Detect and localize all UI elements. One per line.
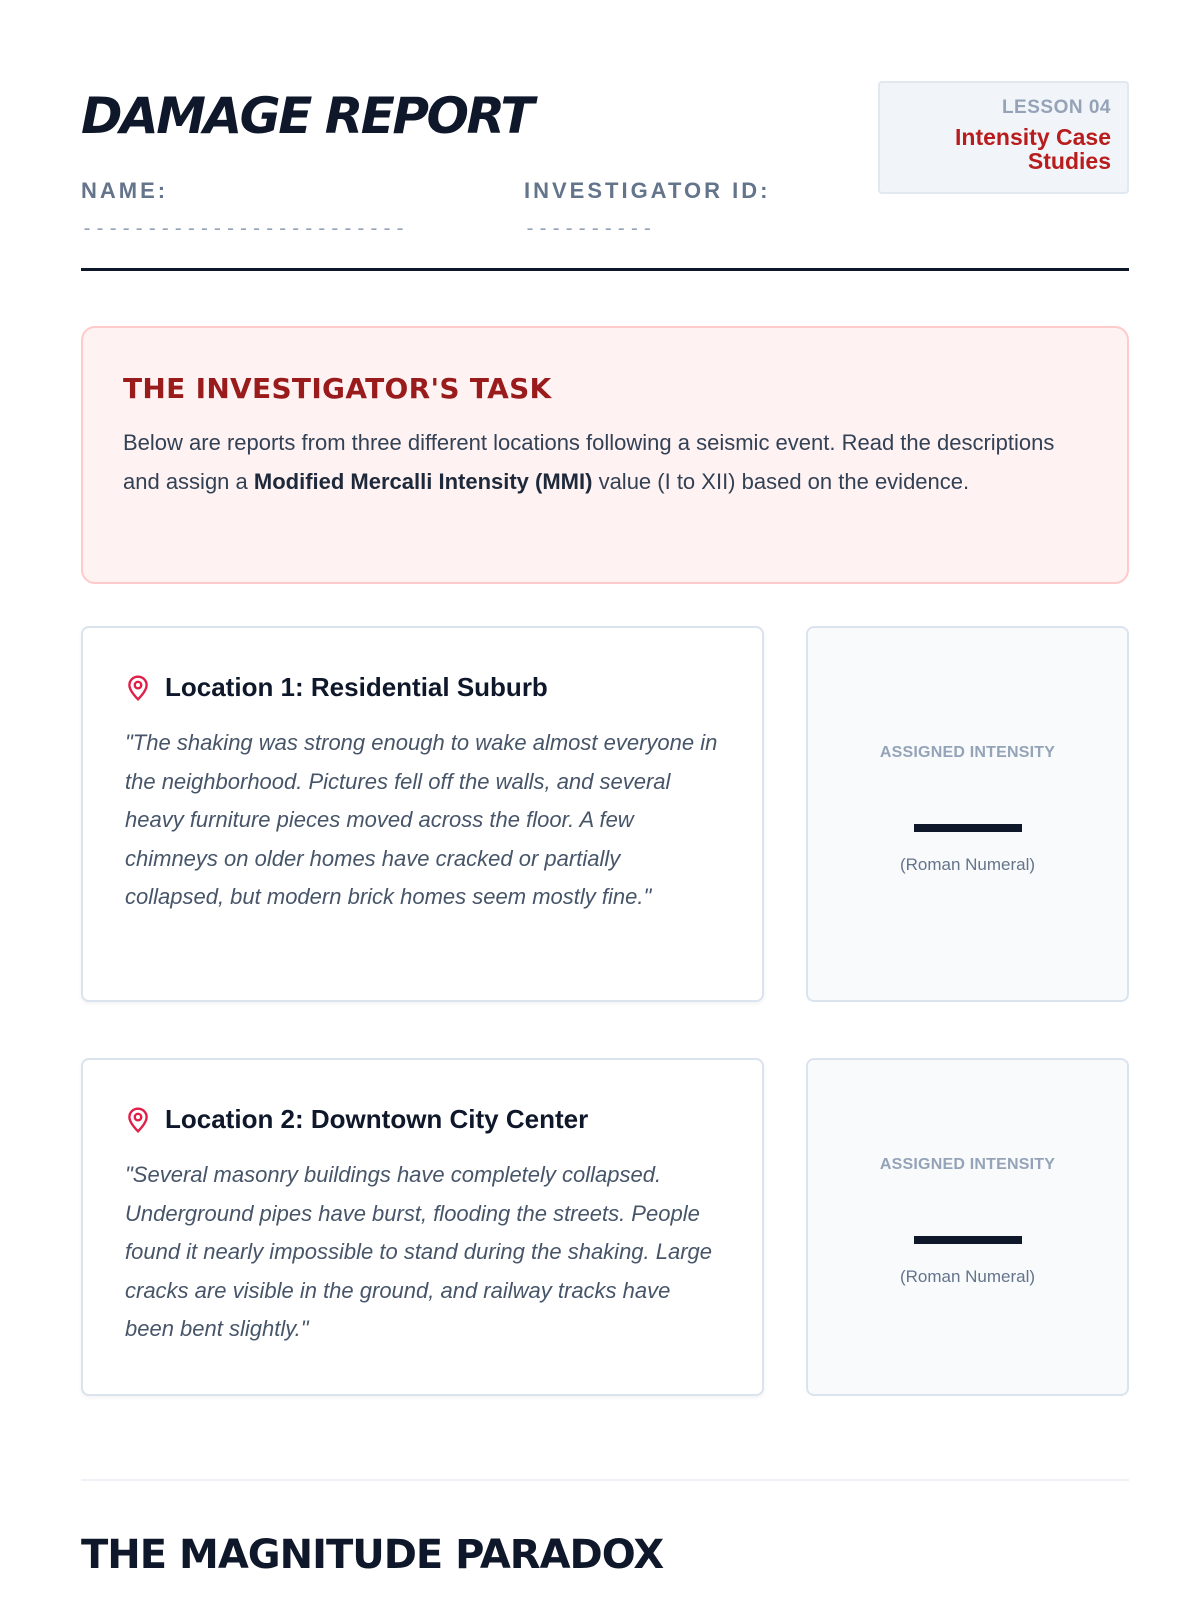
location-card-2 [81,1058,764,1396]
map-pin-icon [125,674,151,702]
investigator-id-field[interactable] [524,178,770,240]
intensity-answer-line[interactable] [914,824,1022,832]
intensity-box-1[interactable] [806,626,1129,1002]
location-title: Location 1: Residential Suburb [165,672,548,702]
intensity-box-2[interactable] [806,1058,1129,1396]
task-text-bold: Modified Mercalli Intensity (MMI) [253,469,593,494]
worksheet-page [81,0,1129,1578]
intensity-hint: (Roman Numeral) [899,855,1036,874]
lesson-title: Intensity Case Studies [955,124,1111,174]
location-header [125,672,722,703]
task-description [123,423,1087,501]
intensity-answer-line[interactable] [914,1236,1022,1244]
location-card-1 [81,626,764,1002]
location-quote: "The shaking was strong enough to wake almost everyone in the neighborhood. Pictures fell off the walls, and several heavy furniture pieces moved across the floor. A few chimneys on older homes have cracked or partially collapsed, but modern brick homes seem mostly fine." [125,730,718,909]
location-title: Location 2: Downtown City Center [165,1104,589,1134]
investigator-id-label: INVESTIGATOR ID: [524,178,771,203]
name-label: NAME: [81,178,169,203]
investigator-id-blank[interactable]: ---------- [524,216,655,240]
lesson-badge [878,81,1129,194]
location-header [125,1104,722,1135]
name-field[interactable] [81,178,407,240]
worksheet-header [81,0,1129,275]
page-title: DAMAGE REPORT [81,87,532,145]
intensity-label: ASSIGNED INTENSITY [879,744,1056,761]
task-box [81,326,1129,584]
intensity-label: ASSIGNED INTENSITY [879,1156,1056,1173]
section-divider [81,1479,1129,1481]
name-blank[interactable]: ------------------------- [81,216,408,240]
task-heading: THE INVESTIGATOR'S TASK [123,372,552,405]
intensity-hint: (Roman Numeral) [899,1267,1036,1286]
lesson-number: LESSON 04 [1001,97,1111,118]
map-pin-icon [125,1106,151,1134]
section-title: THE MAGNITUDE PARADOX [81,1532,664,1578]
header-divider [81,268,1129,271]
task-text-start: Below are reports from three different locations following a seismic event. Read the descriptions and assign a [123,430,1055,494]
task-text-end: value (I to XII) based on the evidence. [592,469,970,494]
location-quote: "Several masonry buildings have completely collapsed. Underground pipes have burst, flooding the streets. People found it nearly impossible to stand during the shaking. Large cracks are visible in the ground, and railway tracks have been bent slightly." [125,1162,713,1341]
